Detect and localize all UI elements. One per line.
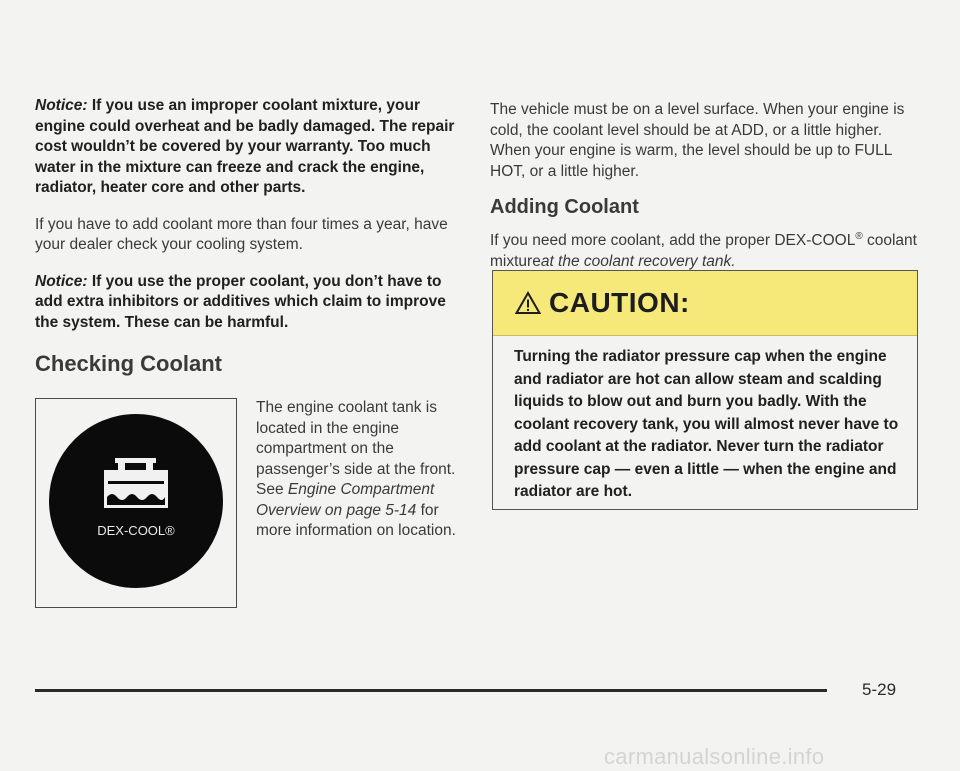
coolant-tank-location-text: The engine coolant tank is located in the engine compartment on the passenger’s side at the front. See Engine Compartment Overview on page 5-14 for more information on location. bbox=[256, 399, 456, 539]
caution-header bbox=[493, 271, 917, 336]
notice-text: If you use the proper coolant, you don’t have to add extra inhibitors or additives which claim to improve the system. These can be harmful. bbox=[35, 272, 446, 331]
dex-cool-symbol-figure bbox=[35, 398, 237, 608]
notice-improper-coolant bbox=[35, 96, 455, 199]
notice-proper-coolant bbox=[35, 272, 455, 334]
watermark: carmanualsonline.info bbox=[604, 744, 825, 769]
page-number: 5-29 bbox=[862, 680, 897, 699]
caution-title: CAUTION: bbox=[549, 287, 690, 318]
footer-rule bbox=[35, 689, 827, 692]
warning-triangle-icon bbox=[515, 291, 541, 315]
left-column bbox=[35, 96, 455, 377]
right-column bbox=[490, 100, 922, 272]
coolant-tank-icon bbox=[36, 399, 236, 607]
dex-cool-label: DEX-COOL® bbox=[97, 523, 175, 538]
add-coolant-frequency-paragraph: If you have to add coolant more than four times a year, have your dealer check your cooling system. bbox=[35, 215, 448, 253]
caution-text: Turning the radiator pressure cap when the engine and radiator are hot can allow steam and scalding liquids to blow out and burn you badly. With the coolant recovery tank, you will almost never have to add coolant at the radiator. Never turn the radiator pressure cap — even a little — when the engine and radiator are hot. bbox=[514, 348, 899, 500]
notice-text: If you use an improper coolant mixture, your engine could overheat and be badly damaged. The repair cost wouldn’t be covered by your warranty. Too much water in the mixture can freeze and crack the engine, radiator, heater core and other parts. bbox=[35, 97, 455, 196]
checking-coolant-heading: Checking Coolant bbox=[35, 351, 223, 376]
engine-compartment-link[interactable]: Engine Compartment Overview bbox=[256, 481, 435, 519]
add-coolant-paragraph: If you need more coolant, add the proper DEX-COOL® coolant mixtureat the coolant recovery tank. bbox=[490, 230, 917, 270]
adding-coolant-heading: Adding Coolant bbox=[490, 196, 639, 218]
notice-label: Notice: bbox=[35, 272, 88, 290]
notice-label: Notice: bbox=[35, 97, 88, 114]
level-surface-paragraph: The vehicle must be on a level surface. When your engine is cold, the coolant level should be at ADD, or a little higher. When your engine is warm, the level should be up to FULL HOT, or a little higher. bbox=[490, 101, 905, 180]
page-ref-link[interactable]: on page 5-14 bbox=[324, 501, 417, 519]
caution-box bbox=[492, 270, 918, 510]
